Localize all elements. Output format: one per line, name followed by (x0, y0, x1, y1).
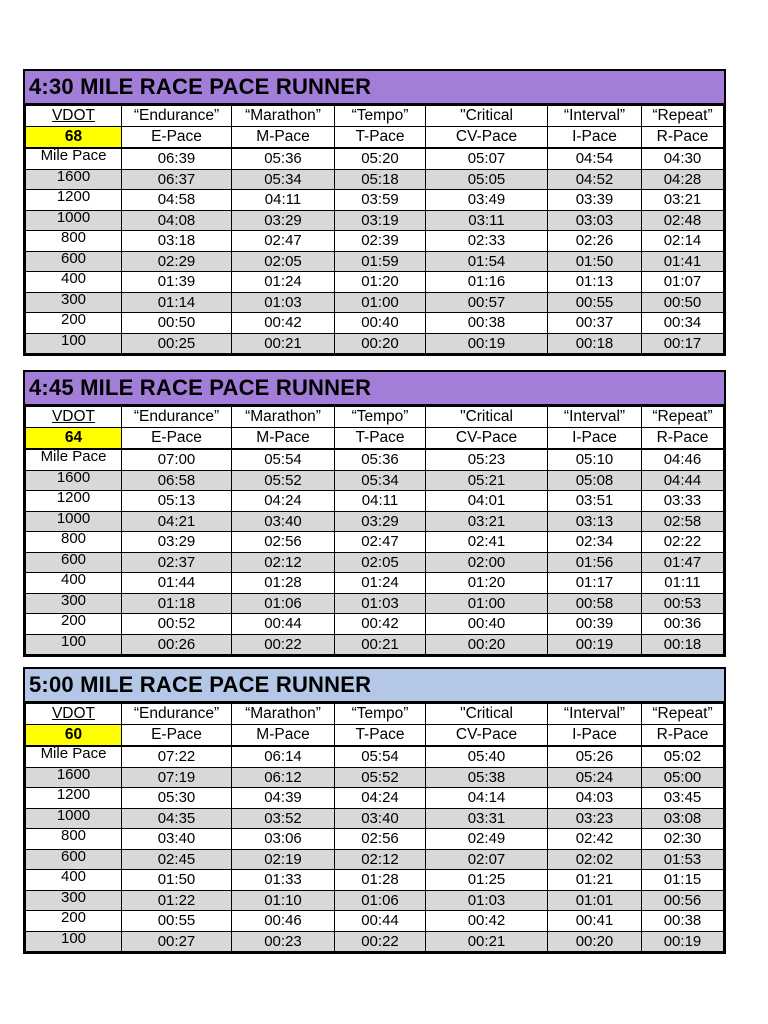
column-type-header: “Endurance” (122, 106, 232, 127)
pace-cell: 05:38 (426, 767, 548, 788)
pace-cell: 01:59 (335, 251, 426, 272)
pace-cell: 00:21 (426, 931, 548, 952)
column-pace-header: T-Pace (335, 428, 426, 450)
pace-cell: 01:21 (548, 870, 642, 891)
pace-cell: 05:54 (335, 746, 426, 767)
pace-table-445 (23, 370, 726, 657)
pace-cell: 03:31 (426, 808, 548, 829)
pace-cell: 02:37 (122, 552, 232, 573)
pace-cell: 06:37 (122, 169, 232, 190)
table-row (26, 552, 724, 573)
pace-cell: 01:03 (232, 292, 335, 313)
pace-cell: 00:39 (548, 614, 642, 635)
pace-cell: 01:17 (548, 573, 642, 594)
pace-cell: 01:53 (642, 849, 724, 870)
pace-cell: 02:45 (122, 849, 232, 870)
column-pace-header: R-Pace (642, 725, 724, 747)
pace-cell: 03:40 (335, 808, 426, 829)
pace-cell: 03:51 (548, 491, 642, 512)
column-pace-header: I-Pace (548, 725, 642, 747)
pace-cell: 04:39 (232, 788, 335, 809)
pace-cell: 02:29 (122, 251, 232, 272)
table-title: 4:30 MILE RACE PACE RUNNER (25, 71, 724, 105)
column-pace-header: T-Pace (335, 725, 426, 747)
table-row (26, 148, 724, 169)
pace-cell: 00:17 (642, 333, 724, 354)
pace-cell: 02:56 (335, 829, 426, 850)
pace-cell: 02:26 (548, 231, 642, 252)
pace-cell: 04:14 (426, 788, 548, 809)
pace-cell: 00:19 (426, 333, 548, 354)
column-type-header: “Marathon” (232, 704, 335, 725)
table-row (26, 890, 724, 911)
pace-cell: 01:39 (122, 272, 232, 293)
distance-label: 300 (26, 890, 122, 911)
pace-cell: 01:28 (335, 870, 426, 891)
pace-cell: 04:08 (122, 210, 232, 231)
distance-label: 800 (26, 231, 122, 252)
pace-cell: 05:05 (426, 169, 548, 190)
table-row (26, 829, 724, 850)
vdot-label: VDOT (26, 407, 122, 428)
distance-label: 200 (26, 911, 122, 932)
pace-cell: 00:20 (426, 634, 548, 655)
pace-cell: 00:52 (122, 614, 232, 635)
pace-cell: 05:18 (335, 169, 426, 190)
pace-cell: 04:58 (122, 190, 232, 211)
pace-cell: 04:28 (642, 169, 724, 190)
pace-cell: 04:52 (548, 169, 642, 190)
distance-label: Mile Pace (26, 449, 122, 470)
pace-cell: 03:06 (232, 829, 335, 850)
vdot-value: 64 (26, 428, 122, 450)
pace-cell: 02:47 (232, 231, 335, 252)
pace-cell: 05:00 (642, 767, 724, 788)
pace-cell: 00:55 (548, 292, 642, 313)
pace-cell: 00:40 (335, 313, 426, 334)
pace-cell: 00:38 (642, 911, 724, 932)
column-type-header: “Repeat” (642, 704, 724, 725)
pace-cell: 00:19 (548, 634, 642, 655)
pace-cell: 05:10 (548, 449, 642, 470)
pace-cell: 00:40 (426, 614, 548, 635)
table-row (26, 573, 724, 594)
pace-cell: 02:12 (232, 552, 335, 573)
pace-cell: 00:27 (122, 931, 232, 952)
pace-cell: 05:36 (232, 148, 335, 169)
distance-label: 600 (26, 251, 122, 272)
table-row (26, 532, 724, 553)
table-row (26, 190, 724, 211)
table-row (26, 767, 724, 788)
column-type-header: “Repeat” (642, 407, 724, 428)
pace-cell: 00:37 (548, 313, 642, 334)
distance-label: 1000 (26, 808, 122, 829)
distance-label: 800 (26, 829, 122, 850)
pace-cell: 03:03 (548, 210, 642, 231)
pace-cell: 04:54 (548, 148, 642, 169)
pace-cell: 00:26 (122, 634, 232, 655)
pace-cell: 01:33 (232, 870, 335, 891)
pace-cell: 07:22 (122, 746, 232, 767)
column-pace-header: E-Pace (122, 127, 232, 149)
column-pace-header: M-Pace (232, 127, 335, 149)
distance-label: 800 (26, 532, 122, 553)
pace-cell: 00:22 (232, 634, 335, 655)
pace-cell: 01:54 (426, 251, 548, 272)
distance-label: 100 (26, 333, 122, 354)
column-type-header: “Marathon” (232, 407, 335, 428)
pace-cell: 02:58 (642, 511, 724, 532)
pace-cell: 00:55 (122, 911, 232, 932)
pace-cell: 05:26 (548, 746, 642, 767)
pace-cell: 01:24 (232, 272, 335, 293)
table-row (26, 251, 724, 272)
pace-cell: 03:59 (335, 190, 426, 211)
pace-cell: 01:01 (548, 890, 642, 911)
pace-cell: 05:36 (335, 449, 426, 470)
pace-cell: 01:22 (122, 890, 232, 911)
pace-cell: 02:00 (426, 552, 548, 573)
pace-cell: 02:12 (335, 849, 426, 870)
pace-cell: 00:22 (335, 931, 426, 952)
pace-cell: 00:42 (232, 313, 335, 334)
pace-cell: 03:29 (232, 210, 335, 231)
table-row (26, 511, 724, 532)
pace-grid (25, 105, 724, 354)
pace-cell: 04:11 (232, 190, 335, 211)
distance-label: 1600 (26, 169, 122, 190)
table-row (26, 210, 724, 231)
table-title: 4:45 MILE RACE PACE RUNNER (25, 372, 724, 406)
table-row (26, 614, 724, 635)
column-type-header: "Critical (426, 106, 548, 127)
column-pace-header: E-Pace (122, 725, 232, 747)
distance-label: 600 (26, 552, 122, 573)
pace-cell: 04:11 (335, 491, 426, 512)
pace-cell: 02:47 (335, 532, 426, 553)
pace-cell: 00:42 (426, 911, 548, 932)
table-row (26, 449, 724, 470)
pace-cell: 00:41 (548, 911, 642, 932)
pace-cell: 01:47 (642, 552, 724, 573)
pace-cell: 04:24 (232, 491, 335, 512)
column-type-header: "Critical (426, 407, 548, 428)
distance-label: 200 (26, 313, 122, 334)
pace-grid (25, 406, 724, 655)
pace-cell: 05:07 (426, 148, 548, 169)
pace-cell: 03:40 (122, 829, 232, 850)
pace-cell: 03:11 (426, 210, 548, 231)
pace-cell: 05:24 (548, 767, 642, 788)
pace-cell: 01:03 (335, 593, 426, 614)
pace-cell: 01:03 (426, 890, 548, 911)
distance-label: 300 (26, 593, 122, 614)
column-type-header: “Interval” (548, 704, 642, 725)
pace-cell: 07:00 (122, 449, 232, 470)
pace-cell: 02:14 (642, 231, 724, 252)
pace-cell: 01:14 (122, 292, 232, 313)
distance-label: 100 (26, 931, 122, 952)
pace-cell: 02:56 (232, 532, 335, 553)
pace-cell: 00:20 (548, 931, 642, 952)
column-pace-header: R-Pace (642, 127, 724, 149)
distance-label: Mile Pace (26, 148, 122, 169)
table-row (26, 746, 724, 767)
pace-cell: 01:06 (232, 593, 335, 614)
pace-cell: 01:20 (335, 272, 426, 293)
pace-cell: 05:23 (426, 449, 548, 470)
table-row (26, 808, 724, 829)
column-pace-header: I-Pace (548, 127, 642, 149)
column-type-header: “Tempo” (335, 704, 426, 725)
pace-cell: 06:39 (122, 148, 232, 169)
column-type-header: "Critical (426, 704, 548, 725)
table-row (26, 870, 724, 891)
column-pace-header: M-Pace (232, 725, 335, 747)
table-row (26, 313, 724, 334)
pace-cell: 03:23 (548, 808, 642, 829)
pace-cell: 00:44 (232, 614, 335, 635)
pace-cell: 05:21 (426, 470, 548, 491)
pace-cell: 02:48 (642, 210, 724, 231)
vdot-label: VDOT (26, 106, 122, 127)
table-title: 5:00 MILE RACE PACE RUNNER (25, 669, 724, 703)
pace-cell: 00:44 (335, 911, 426, 932)
pace-cell: 01:16 (426, 272, 548, 293)
pace-cell: 03:40 (232, 511, 335, 532)
pace-cell: 05:34 (335, 470, 426, 491)
table-row (26, 593, 724, 614)
pace-cell: 00:46 (232, 911, 335, 932)
table-row (26, 911, 724, 932)
pace-cell: 00:21 (335, 634, 426, 655)
pace-cell: 02:30 (642, 829, 724, 850)
column-pace-header: I-Pace (548, 428, 642, 450)
column-type-header: “Interval” (548, 407, 642, 428)
distance-label: 200 (26, 614, 122, 635)
column-pace-header: T-Pace (335, 127, 426, 149)
pace-cell: 01:10 (232, 890, 335, 911)
distance-label: 600 (26, 849, 122, 870)
table-row (26, 491, 724, 512)
pace-cell: 02:19 (232, 849, 335, 870)
pace-cell: 04:30 (642, 148, 724, 169)
pace-cell: 04:46 (642, 449, 724, 470)
column-type-header: “Tempo” (335, 407, 426, 428)
pace-cell: 04:24 (335, 788, 426, 809)
pace-cell: 03:49 (426, 190, 548, 211)
distance-label: 1200 (26, 190, 122, 211)
pace-cell: 00:25 (122, 333, 232, 354)
table-row (26, 931, 724, 952)
pace-cell: 04:21 (122, 511, 232, 532)
pace-cell: 03:18 (122, 231, 232, 252)
column-pace-header: M-Pace (232, 428, 335, 450)
pace-cell: 02:33 (426, 231, 548, 252)
pace-cell: 02:07 (426, 849, 548, 870)
pace-cell: 03:29 (122, 532, 232, 553)
column-type-header: “Repeat” (642, 106, 724, 127)
pace-cell: 00:58 (548, 593, 642, 614)
table-row (26, 272, 724, 293)
pace-cell: 02:41 (426, 532, 548, 553)
column-type-header: “Interval” (548, 106, 642, 127)
pace-cell: 06:14 (232, 746, 335, 767)
pace-cell: 01:25 (426, 870, 548, 891)
pace-cell: 01:56 (548, 552, 642, 573)
pace-cell: 04:44 (642, 470, 724, 491)
pace-cell: 01:00 (426, 593, 548, 614)
pace-cell: 01:41 (642, 251, 724, 272)
pace-cell: 01:28 (232, 573, 335, 594)
pace-cell: 02:02 (548, 849, 642, 870)
pace-cell: 02:49 (426, 829, 548, 850)
pace-grid (25, 703, 724, 952)
table-row (26, 231, 724, 252)
distance-label: 1600 (26, 767, 122, 788)
pace-cell: 04:01 (426, 491, 548, 512)
pace-cell: 03:29 (335, 511, 426, 532)
pace-cell: 00:34 (642, 313, 724, 334)
table-row (26, 634, 724, 655)
pace-cell: 00:57 (426, 292, 548, 313)
column-pace-header: E-Pace (122, 428, 232, 450)
distance-label: 400 (26, 870, 122, 891)
pace-cell: 01:13 (548, 272, 642, 293)
column-type-header: “Endurance” (122, 704, 232, 725)
pace-cell: 01:50 (122, 870, 232, 891)
table-row (26, 788, 724, 809)
pace-cell: 00:36 (642, 614, 724, 635)
pace-cell: 05:30 (122, 788, 232, 809)
pace-cell: 03:13 (548, 511, 642, 532)
pace-cell: 00:23 (232, 931, 335, 952)
pace-cell: 00:53 (642, 593, 724, 614)
pace-cell: 03:33 (642, 491, 724, 512)
pace-cell: 07:19 (122, 767, 232, 788)
pace-cell: 05:52 (335, 767, 426, 788)
pace-cell: 00:20 (335, 333, 426, 354)
pace-cell: 00:38 (426, 313, 548, 334)
distance-label: 100 (26, 634, 122, 655)
pace-cell: 05:52 (232, 470, 335, 491)
distance-label: 1000 (26, 210, 122, 231)
pace-cell: 02:34 (548, 532, 642, 553)
distance-label: Mile Pace (26, 746, 122, 767)
pace-cell: 01:07 (642, 272, 724, 293)
column-pace-header: CV-Pace (426, 428, 548, 450)
pace-cell: 01:24 (335, 573, 426, 594)
pace-cell: 01:11 (642, 573, 724, 594)
pace-cell: 05:34 (232, 169, 335, 190)
pace-cell: 03:45 (642, 788, 724, 809)
pace-cell: 00:56 (642, 890, 724, 911)
pace-cell: 02:05 (335, 552, 426, 573)
vdot-value: 68 (26, 127, 122, 149)
distance-label: 300 (26, 292, 122, 313)
pace-cell: 01:18 (122, 593, 232, 614)
column-pace-header: R-Pace (642, 428, 724, 450)
column-type-header: “Tempo” (335, 106, 426, 127)
pace-cell: 00:50 (642, 292, 724, 313)
table-row (26, 292, 724, 313)
pace-cell: 06:58 (122, 470, 232, 491)
distance-label: 1000 (26, 511, 122, 532)
pace-cell: 02:22 (642, 532, 724, 553)
pace-cell: 03:39 (548, 190, 642, 211)
pace-table-500 (23, 667, 726, 954)
column-type-header: “Marathon” (232, 106, 335, 127)
pace-cell: 06:12 (232, 767, 335, 788)
pace-cell: 05:13 (122, 491, 232, 512)
pace-cell: 01:44 (122, 573, 232, 594)
pace-cell: 05:20 (335, 148, 426, 169)
pace-cell: 01:20 (426, 573, 548, 594)
pace-cell: 00:50 (122, 313, 232, 334)
pace-cell: 00:18 (642, 634, 724, 655)
vdot-value: 60 (26, 725, 122, 747)
vdot-label: VDOT (26, 704, 122, 725)
distance-label: 400 (26, 573, 122, 594)
pace-cell: 05:08 (548, 470, 642, 491)
distance-label: 1600 (26, 470, 122, 491)
pace-cell: 00:19 (642, 931, 724, 952)
pace-cell: 02:42 (548, 829, 642, 850)
pace-cell: 02:05 (232, 251, 335, 272)
pace-cell: 04:03 (548, 788, 642, 809)
pace-cell: 01:06 (335, 890, 426, 911)
table-row (26, 470, 724, 491)
pace-cell: 03:19 (335, 210, 426, 231)
table-row (26, 169, 724, 190)
pace-cell: 02:39 (335, 231, 426, 252)
distance-label: 400 (26, 272, 122, 293)
table-row (26, 333, 724, 354)
pace-cell: 00:21 (232, 333, 335, 354)
pace-cell: 03:52 (232, 808, 335, 829)
pace-cell: 01:00 (335, 292, 426, 313)
pace-cell: 03:21 (426, 511, 548, 532)
pace-cell: 05:02 (642, 746, 724, 767)
column-type-header: “Endurance” (122, 407, 232, 428)
pace-cell: 05:54 (232, 449, 335, 470)
column-pace-header: CV-Pace (426, 725, 548, 747)
pace-cell: 04:35 (122, 808, 232, 829)
pace-cell: 01:50 (548, 251, 642, 272)
pace-cell: 05:40 (426, 746, 548, 767)
distance-label: 1200 (26, 491, 122, 512)
distance-label: 1200 (26, 788, 122, 809)
pace-cell: 00:18 (548, 333, 642, 354)
column-pace-header: CV-Pace (426, 127, 548, 149)
pace-cell: 01:15 (642, 870, 724, 891)
pace-table-430 (23, 69, 726, 356)
table-row (26, 849, 724, 870)
pace-cell: 03:08 (642, 808, 724, 829)
pace-cell: 00:42 (335, 614, 426, 635)
pace-cell: 03:21 (642, 190, 724, 211)
